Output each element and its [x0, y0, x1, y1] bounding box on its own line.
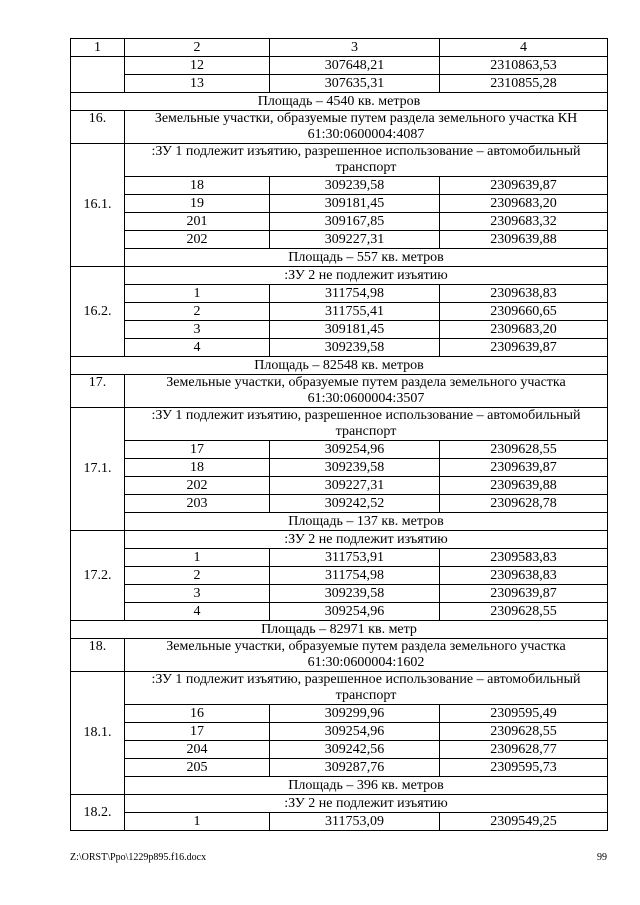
point-number: 205 — [125, 759, 270, 777]
subsection-title: :ЗУ 2 не подлежит изъятию — [125, 267, 608, 285]
subsection-title-row — [71, 408, 608, 441]
coord-x: 309299,96 — [270, 705, 440, 723]
coord-y: 2309628,55 — [440, 723, 608, 741]
coord-y: 2310863,53 — [440, 57, 608, 75]
coord-x: 309181,45 — [270, 321, 440, 339]
coord-x: 309239,58 — [270, 585, 440, 603]
coord-x: 309254,96 — [270, 441, 440, 459]
coord-y: 2309639,88 — [440, 231, 608, 249]
coord-x: 311755,41 — [270, 303, 440, 321]
point-number: 3 — [125, 321, 270, 339]
coord-y: 2309639,87 — [440, 459, 608, 477]
area-row — [71, 621, 608, 639]
section-title-row — [71, 111, 608, 144]
coord-x: 309254,96 — [270, 723, 440, 741]
point-number: 1 — [125, 813, 270, 831]
point-number: 17 — [125, 723, 270, 741]
point-number: 1 — [125, 549, 270, 567]
subsection-title: :ЗУ 2 не подлежит изъятию — [125, 795, 608, 813]
section-number: 16. — [71, 111, 125, 144]
header-col-3: 3 — [270, 39, 440, 57]
point-number: 18 — [125, 459, 270, 477]
coord-y: 2309628,77 — [440, 741, 608, 759]
coord-y: 2310855,28 — [440, 75, 608, 93]
coord-x: 309287,76 — [270, 759, 440, 777]
table-row — [71, 231, 608, 249]
section-title: Земельные участки, образуемые путем раздела земельного участка 61:30:0600004:3507 — [125, 375, 608, 408]
coord-x: 309239,58 — [270, 459, 440, 477]
table-row — [71, 321, 608, 339]
point-number: 13 — [125, 75, 270, 93]
table-row — [71, 285, 608, 303]
section-title-row — [71, 375, 608, 408]
coord-x: 311753,91 — [270, 549, 440, 567]
subsection-title: :ЗУ 1 подлежит изъятию, разрешенное использование – автомобильный транспорт — [125, 672, 608, 705]
subsection-number: 18.1. — [71, 672, 125, 795]
coord-x: 309242,52 — [270, 495, 440, 513]
coord-y: 2309628,55 — [440, 441, 608, 459]
table-row — [71, 195, 608, 213]
coord-x: 309242,56 — [270, 741, 440, 759]
area-label: Площадь – 137 кв. метров — [125, 513, 608, 531]
point-number: 4 — [125, 339, 270, 357]
coord-y: 2309639,87 — [440, 585, 608, 603]
subsection-title-row — [71, 672, 608, 705]
point-number: 16 — [125, 705, 270, 723]
section-title-row — [71, 639, 608, 672]
coord-x: 309227,31 — [270, 231, 440, 249]
table-row — [71, 75, 608, 93]
point-number: 3 — [125, 585, 270, 603]
coord-y: 2309683,32 — [440, 213, 608, 231]
area-row — [71, 777, 608, 795]
table-row — [71, 339, 608, 357]
coord-y: 2309639,88 — [440, 477, 608, 495]
point-number: 17 — [125, 441, 270, 459]
coordinates-table — [70, 38, 608, 831]
coord-y: 2309549,25 — [440, 813, 608, 831]
coord-x: 309239,58 — [270, 339, 440, 357]
subsection-title-row — [71, 531, 608, 549]
area-label: Площадь – 4540 кв. метров — [71, 93, 608, 111]
coord-x: 311754,98 — [270, 285, 440, 303]
coord-y: 2309639,87 — [440, 339, 608, 357]
point-number: 18 — [125, 177, 270, 195]
coord-x: 309227,31 — [270, 477, 440, 495]
coord-x: 309181,45 — [270, 195, 440, 213]
section-title: Земельные участки, образуемые путем раздела земельного участка КН 61:30:0600004:4087 — [125, 111, 608, 144]
coord-y: 2309595,49 — [440, 705, 608, 723]
table-row — [71, 303, 608, 321]
point-number: 201 — [125, 213, 270, 231]
table-row — [71, 813, 608, 831]
coord-y: 2309638,83 — [440, 285, 608, 303]
table-row — [71, 585, 608, 603]
table-row — [71, 759, 608, 777]
coord-y: 2309683,20 — [440, 321, 608, 339]
subsection-title: :ЗУ 2 не подлежит изъятию — [125, 531, 608, 549]
header-col-4: 4 — [440, 39, 608, 57]
table-row — [71, 549, 608, 567]
point-number: 202 — [125, 231, 270, 249]
coord-x: 307648,21 — [270, 57, 440, 75]
point-number: 12 — [125, 57, 270, 75]
area-row — [71, 357, 608, 375]
point-number: 4 — [125, 603, 270, 621]
empty-cell — [71, 57, 125, 93]
subsection-title-row — [71, 267, 608, 285]
coord-y: 2309628,78 — [440, 495, 608, 513]
coord-y: 2309583,83 — [440, 549, 608, 567]
point-number: 203 — [125, 495, 270, 513]
area-row — [71, 513, 608, 531]
table-row — [71, 213, 608, 231]
subsection-number: 17.2. — [71, 531, 125, 621]
header-col-1: 1 — [71, 39, 125, 57]
point-number: 2 — [125, 303, 270, 321]
subsection-title-row — [71, 144, 608, 177]
coord-y: 2309639,87 — [440, 177, 608, 195]
coord-x: 309254,96 — [270, 603, 440, 621]
coord-y: 2309595,73 — [440, 759, 608, 777]
file-path: Z:\ORST\Ppo\1229p895.f16.docx — [70, 852, 207, 863]
subsection-title: :ЗУ 1 подлежит изъятию, разрешенное использование – автомобильный транспорт — [125, 144, 608, 177]
table-row — [71, 441, 608, 459]
area-label: Площадь – 82548 кв. метров — [71, 357, 608, 375]
coord-y: 2309638,83 — [440, 567, 608, 585]
page-number: 99 — [597, 852, 607, 863]
coord-x: 307635,31 — [270, 75, 440, 93]
table-row — [71, 477, 608, 495]
point-number: 204 — [125, 741, 270, 759]
area-label: Площадь – 396 кв. метров — [125, 777, 608, 795]
table-row — [71, 177, 608, 195]
header-col-2: 2 — [125, 39, 270, 57]
section-title: Земельные участки, образуемые путем раздела земельного участка 61:30:0600004:1602 — [125, 639, 608, 672]
coord-x: 311753,09 — [270, 813, 440, 831]
section-number: 18. — [71, 639, 125, 672]
area-label: Площадь – 82971 кв. метр — [71, 621, 608, 639]
coord-y: 2309660,65 — [440, 303, 608, 321]
subsection-title: :ЗУ 1 подлежит изъятию, разрешенное использование – автомобильный транспорт — [125, 408, 608, 441]
table-row — [71, 603, 608, 621]
coord-y: 2309628,55 — [440, 603, 608, 621]
area-row — [71, 249, 608, 267]
table-row — [71, 459, 608, 477]
table-row — [71, 495, 608, 513]
point-number: 2 — [125, 567, 270, 585]
subsection-number: 16.2. — [71, 267, 125, 357]
table-row — [71, 723, 608, 741]
table-row — [71, 705, 608, 723]
coord-y: 2309683,20 — [440, 195, 608, 213]
subsection-title-row — [71, 795, 608, 813]
section-number: 17. — [71, 375, 125, 408]
coord-x: 309167,85 — [270, 213, 440, 231]
table-row — [71, 741, 608, 759]
area-label: Площадь – 557 кв. метров — [125, 249, 608, 267]
coordinates-table-body — [71, 39, 608, 831]
point-number: 1 — [125, 285, 270, 303]
coord-x: 311754,98 — [270, 567, 440, 585]
area-row — [71, 93, 608, 111]
coord-x: 309239,58 — [270, 177, 440, 195]
header-row — [71, 39, 608, 57]
subsection-number: 16.1. — [71, 144, 125, 267]
table-row — [71, 57, 608, 75]
subsection-number: 17.1. — [71, 408, 125, 531]
subsection-number: 18.2. — [71, 795, 125, 831]
point-number: 19 — [125, 195, 270, 213]
table-row — [71, 567, 608, 585]
point-number: 202 — [125, 477, 270, 495]
